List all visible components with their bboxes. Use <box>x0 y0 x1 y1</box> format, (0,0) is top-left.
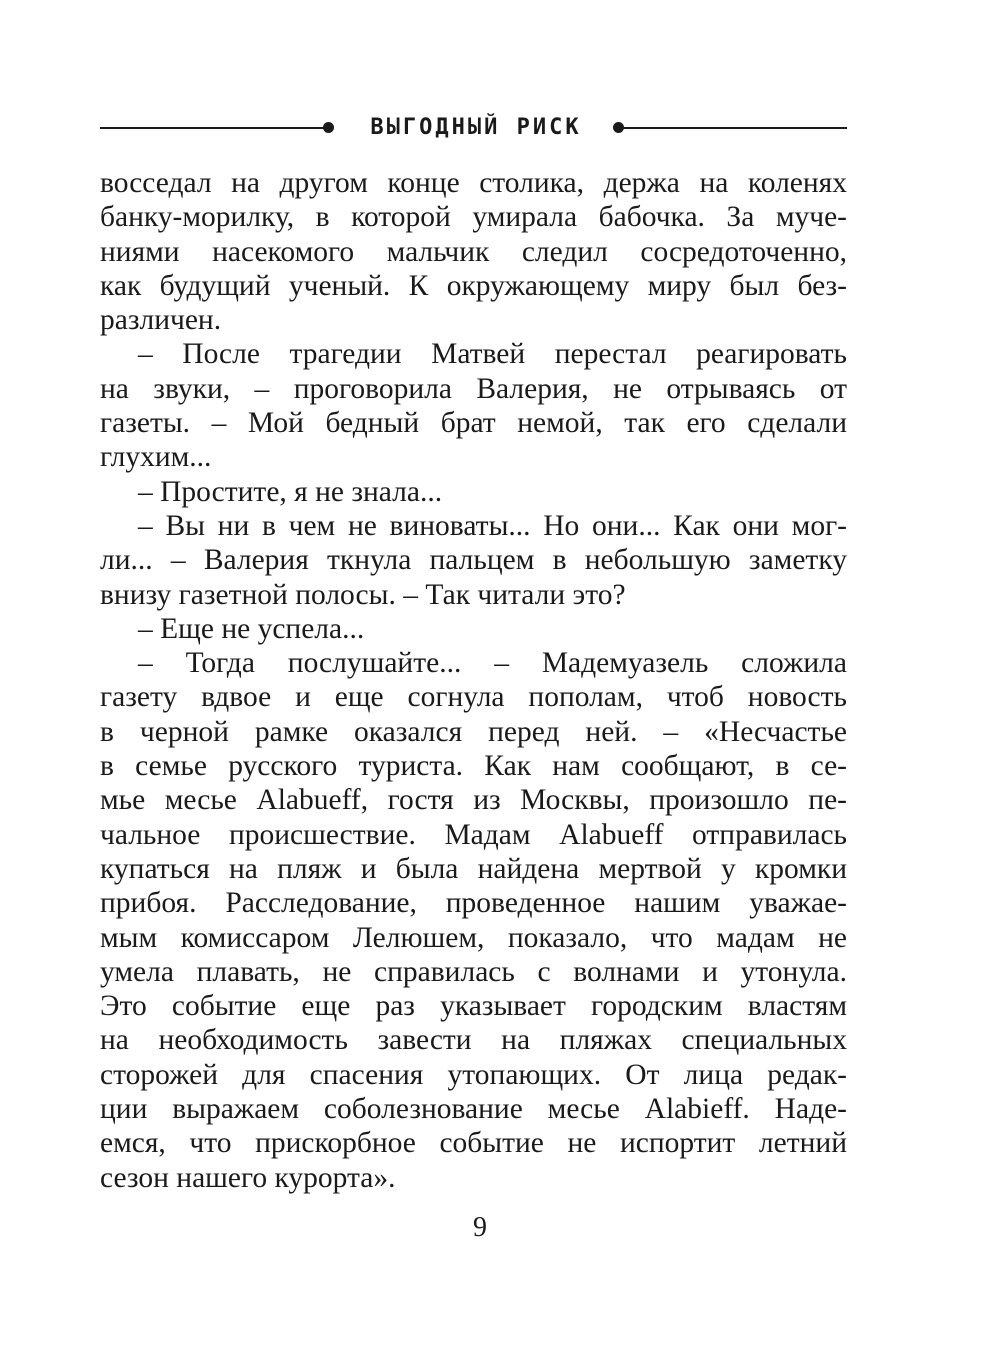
text-line: восседал на другом конце столика, держа на коленях <box>100 167 847 199</box>
text-line: на необходимость завести на пляжах специальных <box>100 1024 847 1057</box>
text-line: на звуки, – проговорила Валерия, не отрываясь от <box>100 372 847 405</box>
text-line: ции выражаем соболезнование месье Alabieff. Наде- <box>100 1093 847 1126</box>
header-rule-right <box>619 127 847 129</box>
text-line: мым комиссаром Лелюшем, показало, что мадам не <box>100 921 847 954</box>
text-line: – Простите, я не знала... <box>138 475 443 508</box>
text-line: газету вдвое и еще согнула пополам, чтоб новость <box>100 681 847 714</box>
text-line: – Тогда послушайте... – Мадемуазель сложила <box>138 647 847 680</box>
text-line: глухим... <box>100 441 212 474</box>
text-line: банку-морилку, в которой умирала бабочка. За муче- <box>100 201 847 234</box>
text-line: Это событие еще раз указывает городским властям <box>100 990 847 1023</box>
text-line: внизу газетной полосы. – Так читали это? <box>100 578 626 611</box>
running-title: ВЫГОДНЫЙ РИСК <box>370 115 582 140</box>
text-line: – После трагедии Матвей перестал реагировать <box>138 338 847 371</box>
text-line: прибоя. Расследование, проведенное нашим уважае- <box>100 887 847 920</box>
running-header <box>100 112 847 144</box>
text-line: чальное происшествие. Мадам Alabueff отправилась <box>100 818 847 851</box>
text-line: газеты. – Мой бедный брат немой, так его сделали <box>100 407 847 440</box>
text-line: как будущий ученый. К окружающему миру был без- <box>100 269 847 302</box>
text-line: – Вы ни в чем не виноваты... Но они... Как они мог- <box>138 509 847 542</box>
page-number: 9 <box>473 1212 487 1243</box>
text-line: ли... – Валерия ткнула пальцем в небольшую заметку <box>100 544 847 577</box>
text-line: различен. <box>100 304 222 337</box>
text-line: в черной рамке оказался перед ней. – «Несчастье <box>100 715 847 748</box>
text-line: мье месье Alabueff, гостя из Москвы, произошло пе- <box>100 784 847 817</box>
header-bullet-left <box>323 122 334 133</box>
text-line: сторожей для спасения утопающих. От лица редак- <box>100 1058 847 1091</box>
text-line: – Еще не успела... <box>138 612 365 645</box>
text-line: умела плавать, не справилась с волнами и утонула. <box>100 955 847 988</box>
body-text <box>100 166 847 1195</box>
text-line: сезон нашего курорта». <box>100 1161 396 1194</box>
text-line: ниями насекомого мальчик следил сосредоточенно, <box>100 235 847 268</box>
text-line: купаться на пляж и была найдена мертвой у кромки <box>100 852 847 885</box>
text-line: емся, что прискорбное событие не испортит летний <box>100 1127 847 1160</box>
header-rule-left <box>100 127 328 129</box>
text-line: в семье русского туриста. Как нам сообщают, в се- <box>100 750 847 783</box>
